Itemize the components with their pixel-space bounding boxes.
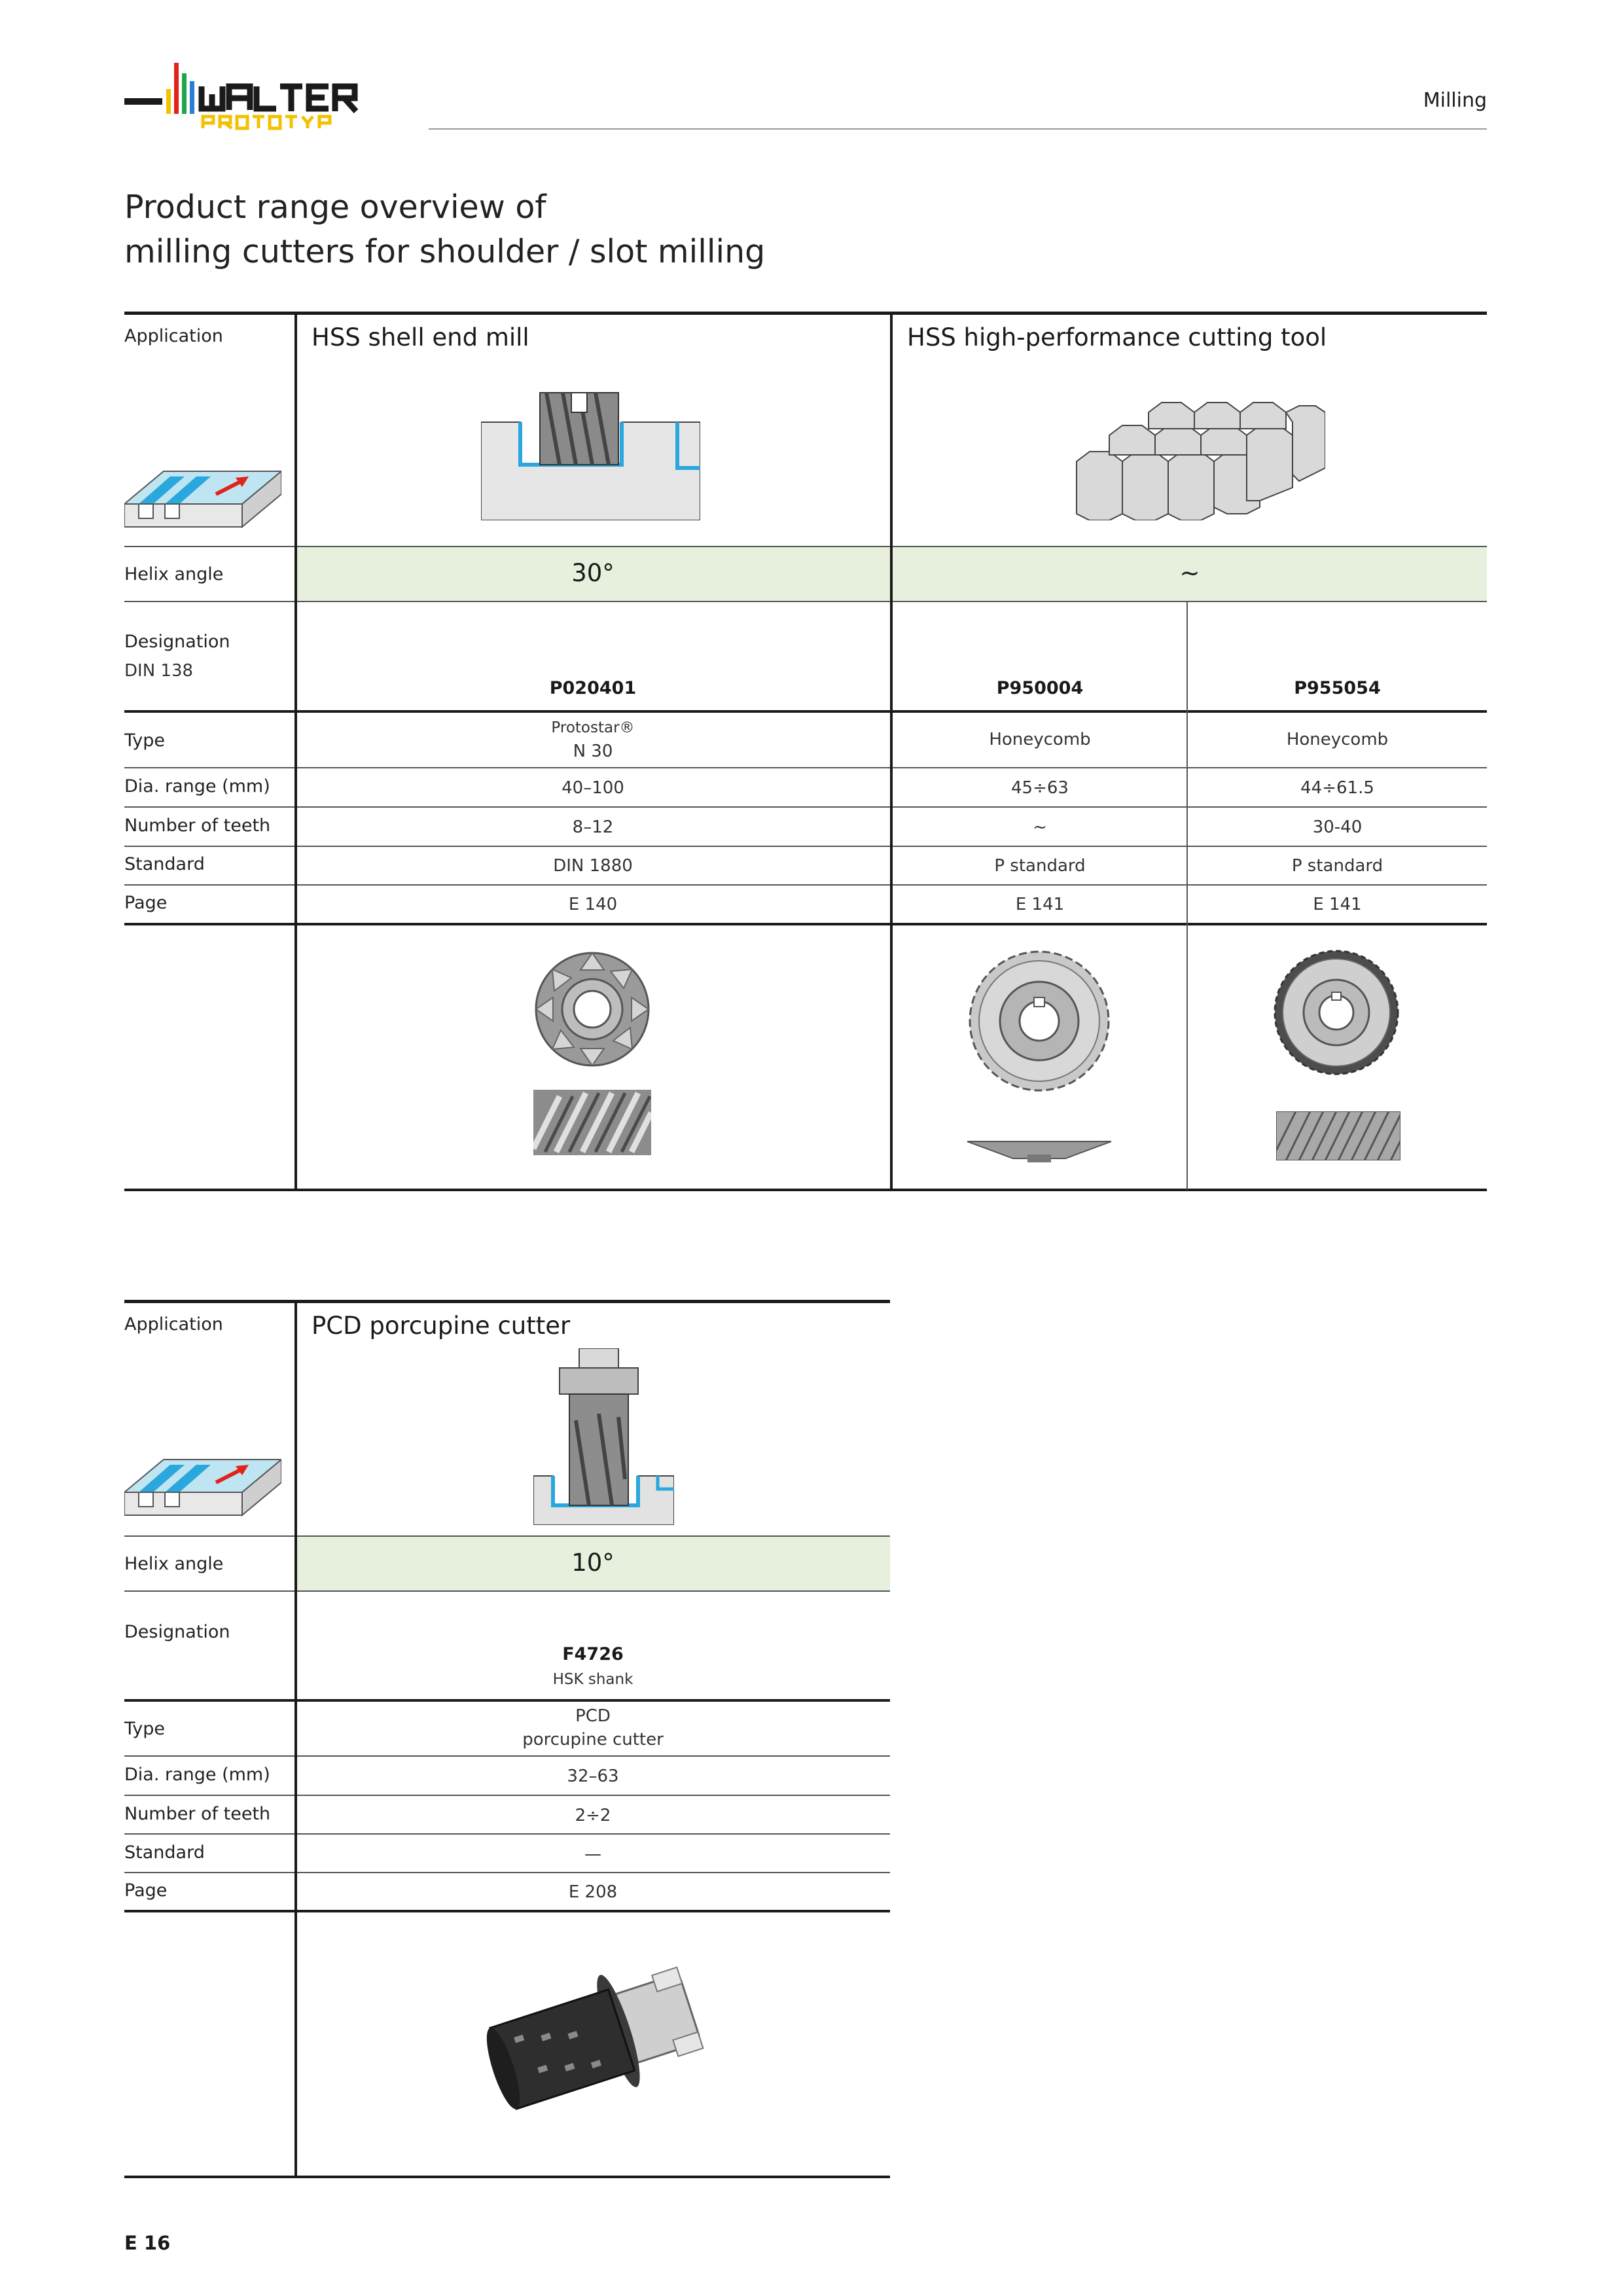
helix-value: 10° bbox=[571, 1549, 615, 1577]
number-of-teeth-label: Number of teeth bbox=[124, 1804, 271, 1824]
designation-shank: HSK shank bbox=[552, 1671, 633, 1688]
standard-value: DIN 1880 bbox=[553, 856, 633, 876]
table-rule bbox=[124, 846, 1487, 847]
type-value: Honeycomb bbox=[1286, 730, 1389, 749]
page-value: E 208 bbox=[568, 1882, 618, 1902]
helix-angle-label: Helix angle bbox=[124, 564, 224, 584]
honeycomb-cutter-p955054-front-photo bbox=[1273, 949, 1400, 1077]
page-number: E 16 bbox=[124, 2232, 171, 2254]
type-line-1: PCD bbox=[575, 1706, 611, 1726]
standard-value: — bbox=[584, 1844, 601, 1864]
table-rule bbox=[124, 312, 1487, 315]
teeth-value: ~ bbox=[1033, 817, 1047, 837]
table-rule bbox=[124, 1910, 890, 1912]
table-rule bbox=[124, 923, 1487, 925]
honeycomb-cutter-p950004-front-photo bbox=[967, 949, 1111, 1093]
page-title bbox=[124, 185, 765, 274]
helix-value: ~ bbox=[1179, 559, 1200, 587]
application-label: Application bbox=[124, 326, 223, 346]
table-rule bbox=[124, 1699, 890, 1702]
type-line-2: N 30 bbox=[573, 742, 613, 761]
designation-code: P955054 bbox=[1294, 678, 1381, 698]
standard-value: P standard bbox=[1291, 856, 1383, 876]
page-value: E 141 bbox=[1313, 895, 1362, 914]
table-rule bbox=[124, 1189, 1487, 1191]
standard-value: P standard bbox=[994, 856, 1086, 876]
page-label: Page bbox=[124, 893, 168, 913]
number-of-teeth-label: Number of teeth bbox=[124, 816, 271, 836]
type-label: Type bbox=[124, 730, 166, 751]
table-divider bbox=[890, 313, 893, 1190]
teeth-value: 2÷2 bbox=[575, 1806, 611, 1825]
type-value: Honeycomb bbox=[989, 730, 1091, 749]
designation-standard: DIN 138 bbox=[124, 661, 194, 681]
designation-code: F4726 bbox=[562, 1644, 624, 1664]
shell-end-mill-side-photo bbox=[533, 1090, 651, 1155]
group-title-hss-high-performance: HSS high-performance cutting tool bbox=[907, 323, 1327, 351]
type-line-1: Protostar® bbox=[551, 719, 635, 736]
dia-range-label: Dia. range (mm) bbox=[124, 776, 270, 797]
dia-range-value: 32–63 bbox=[567, 1767, 619, 1786]
table-rule bbox=[124, 546, 1487, 547]
slot-milling-icon bbox=[124, 458, 281, 530]
type-line-2: porcupine cutter bbox=[522, 1730, 664, 1749]
page-title-line-1: Product range overview of bbox=[124, 188, 546, 226]
table-rule bbox=[124, 2176, 890, 2178]
dia-range-value: 40–100 bbox=[562, 778, 624, 798]
page-label: Page bbox=[124, 1880, 168, 1901]
table-rule bbox=[124, 1833, 890, 1835]
table-rule bbox=[124, 1872, 890, 1873]
honeycomb-cutter-p950004-side-photo bbox=[967, 1138, 1111, 1164]
group-title-hss-shell-end-mill: HSS shell end mill bbox=[312, 323, 529, 351]
teeth-value: 30-40 bbox=[1312, 817, 1363, 837]
table-rule bbox=[124, 767, 1487, 768]
table-rule bbox=[124, 884, 1487, 886]
dia-range-value: 45÷63 bbox=[1011, 778, 1069, 798]
designation-code: P020401 bbox=[549, 678, 637, 698]
table-rule bbox=[124, 601, 1487, 602]
pcd-porcupine-cutter-photo bbox=[474, 1957, 717, 2134]
application-label: Application bbox=[124, 1314, 223, 1335]
table-rule bbox=[124, 710, 1487, 713]
page-title-line-2: milling cutters for shoulder / slot milling bbox=[124, 233, 766, 270]
dia-range-label: Dia. range (mm) bbox=[124, 1765, 270, 1785]
honeycomb-cutter-p955054-side-photo bbox=[1276, 1111, 1400, 1160]
table-rule bbox=[124, 1755, 890, 1757]
table-rule bbox=[124, 806, 1487, 808]
section-label: Milling bbox=[1423, 89, 1487, 112]
table-rule bbox=[124, 1535, 890, 1537]
walter-prototyp-logo bbox=[124, 60, 406, 132]
shell-end-mill-front-photo bbox=[533, 950, 651, 1068]
standard-label: Standard bbox=[124, 854, 205, 874]
page-value: E 140 bbox=[568, 895, 618, 914]
dia-range-value: 44÷61.5 bbox=[1300, 778, 1374, 798]
designation-code: P950004 bbox=[996, 678, 1084, 698]
table-rule bbox=[124, 1300, 890, 1303]
designation-label: Designation bbox=[124, 1622, 230, 1642]
header-divider bbox=[429, 128, 1487, 130]
table-rule bbox=[124, 1795, 890, 1796]
pcd-cutter-in-slot-diagram bbox=[533, 1348, 674, 1525]
designation-label: Designation bbox=[124, 632, 230, 652]
type-value bbox=[296, 716, 890, 763]
honeycomb-structure-diagram bbox=[1037, 396, 1325, 520]
helix-angle-label: Helix angle bbox=[124, 1554, 224, 1574]
slot-milling-icon bbox=[124, 1446, 281, 1518]
helix-value: 30° bbox=[571, 559, 615, 587]
group-title-pcd-porcupine-cutter: PCD porcupine cutter bbox=[312, 1312, 571, 1340]
shell-end-mill-in-slot-diagram bbox=[481, 389, 700, 520]
table-rule bbox=[124, 1590, 890, 1592]
page-value: E 141 bbox=[1015, 895, 1065, 914]
teeth-value: 8–12 bbox=[572, 817, 614, 837]
standard-label: Standard bbox=[124, 1842, 205, 1863]
type-value bbox=[296, 1704, 890, 1751]
type-label: Type bbox=[124, 1719, 166, 1739]
